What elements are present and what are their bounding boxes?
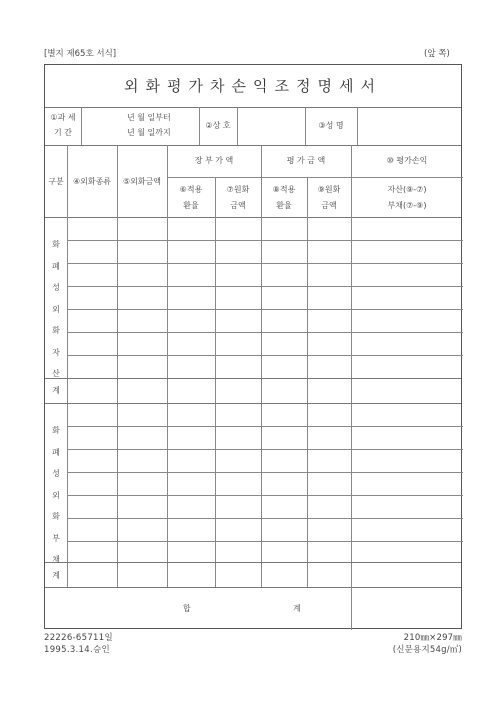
liabilities-subtotal-top [45,562,461,563]
form-code-block [44,632,113,656]
assets-subtotal-top [45,378,461,379]
row-line [67,263,463,264]
paper-size: 210㎜×297㎜ [403,633,462,643]
book-won-1: ⑦원화 [226,185,250,194]
liabilities-label: 화 폐 성 외 화 부 채 [52,426,60,564]
col-line [261,145,262,587]
col-line [167,145,168,587]
col-currency-type: ④외화종류 [72,177,112,186]
period-label-2: 기 간 [54,128,72,137]
period-to: 년 월 일까지 [127,128,171,137]
title-divider [45,107,461,108]
statement-form [44,64,462,629]
col-line [67,145,68,587]
gain-assets: 자산(⑨-⑦) [387,185,427,194]
col-currency-amount: ⑤외화금액 [122,177,162,186]
group-eval-amount: 평 가 금 액 [286,156,326,165]
row-line [67,495,463,496]
row-line [67,518,463,519]
form-code: 22226-65711일 [44,633,113,643]
eval-won-1: ⑨원화 [317,185,341,194]
col-line [307,177,308,587]
info-vline [81,107,82,145]
row-line [67,426,463,427]
info-divider [45,145,461,146]
liabilities-subtotal-label: 계 [52,571,60,580]
row-line [67,355,463,356]
period-label-1: ①과 세 [50,113,76,122]
header-split [167,177,463,178]
period-from: 년 월 일부터 [127,113,171,122]
eval-rate-2: 환율 [276,201,292,210]
book-won-2: 금액 [230,201,246,210]
eval-won-2: 금액 [321,201,337,210]
company-label: ②상 호 [205,121,231,130]
group-book-value: 장 부 가 액 [194,156,234,165]
row-line [67,449,463,450]
assets-subtotal-bottom [45,403,461,404]
assets-subtotal-label: 계 [52,386,60,395]
group-eval-gainloss: ⑩ 평가손익 [386,156,428,165]
row-line [67,472,463,473]
total-divider [45,587,461,588]
col-category: 구분 [48,177,64,186]
page-side: (앞 쪽) [424,49,450,59]
gain-liabilities: 부채(⑦-⑨) [387,201,427,210]
eval-rate-1: ⑧적용 [272,185,296,194]
book-rate-1: ⑥적용 [179,185,203,194]
approval-date: 1995.3.14.승인 [44,645,110,655]
paper-spec-block [388,632,462,656]
info-vline [357,107,358,145]
col-line [351,145,352,630]
form-title: 외화평가차손익조정명세서 [124,77,382,95]
total-label-2: 계 [293,604,301,613]
book-rate-2: 환율 [183,201,199,210]
total-label-1: 합 [183,604,191,613]
col-line [215,177,216,587]
col-line [117,145,118,587]
name-label: ③성 명 [318,121,344,130]
row-line [67,286,463,287]
form-number: [별지 제65호 서식] [44,49,117,59]
row-line [67,541,463,542]
row-line [67,309,463,310]
info-vline [237,107,238,145]
row-line [67,240,463,241]
paper-type: (신문용지54g/㎡) [392,645,462,655]
assets-label: 화 폐 성 외 화 자 산 [52,240,60,378]
header-bottom [45,217,461,218]
row-line [67,332,463,333]
